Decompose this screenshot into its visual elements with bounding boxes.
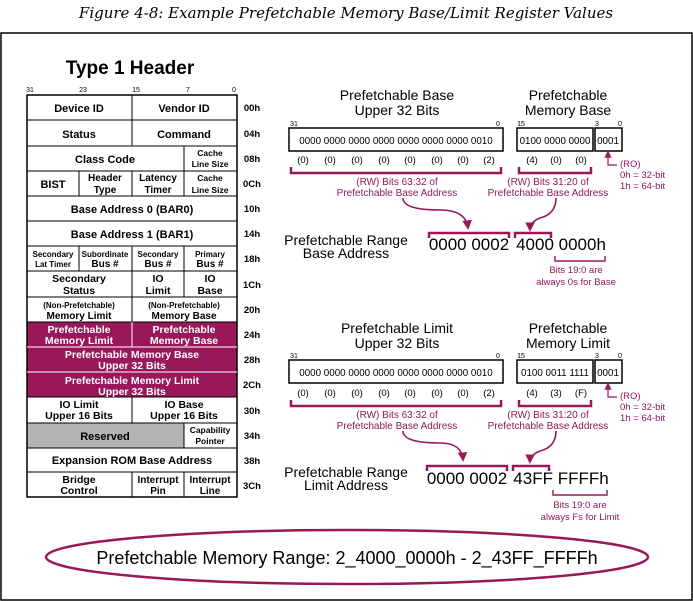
offset-label: 08h bbox=[243, 154, 261, 165]
cell-bar1: Base Address 1 (BAR1) bbox=[70, 229, 194, 241]
cell-secondary-status-a: Secondary bbox=[52, 273, 106, 285]
base-upper-bit-0: 0 bbox=[496, 121, 500, 128]
cell-np-memory-limit-a: (Non-Prefetchable) bbox=[43, 301, 115, 310]
cell-cache-line-size-a: Cache bbox=[197, 148, 223, 158]
cell-pf-memory-limit-a: Prefetchable bbox=[47, 324, 111, 336]
limit-lower-bracket bbox=[519, 400, 591, 406]
limit-type-value: 0001 bbox=[597, 368, 619, 379]
limit-upper-nibbles bbox=[297, 388, 495, 399]
base-lowbits-bracket bbox=[555, 256, 605, 261]
nibble-label: (0) bbox=[324, 388, 336, 399]
cell-command: Command bbox=[157, 129, 211, 141]
base-lowbits-note-b: always 0s for Base bbox=[536, 277, 616, 288]
nibble-label: (3) bbox=[550, 388, 562, 399]
base-upper-bit-31: 31 bbox=[290, 121, 298, 128]
limit-lower-value: 0100 0011 1111 bbox=[521, 368, 589, 379]
base-upper-value: 0000 0000 0000 0000 0000 0000 0000 0010 bbox=[299, 136, 493, 147]
cell-pf-memory-base-a: Prefetchable bbox=[152, 324, 216, 336]
limit-range-label-a: Prefetchable Range bbox=[284, 464, 408, 480]
limit-rw-lower-a: (RW) Bits 31:20 of bbox=[507, 410, 589, 421]
limit-lowbits-note-a: Bits 19:0 are bbox=[553, 500, 607, 511]
base-range-lo: 4000 0000h bbox=[516, 235, 606, 254]
type1-header-table bbox=[26, 58, 261, 497]
cell-pf-limit-upper-a: Prefetchable Memory Limit bbox=[64, 375, 200, 387]
nibble-label: (0) bbox=[297, 388, 309, 399]
limit-upper-arrow bbox=[403, 431, 463, 460]
cell-io-base-a: IO bbox=[204, 273, 216, 285]
base-lower-nibbles bbox=[526, 155, 587, 166]
nibble-label: (0) bbox=[378, 388, 390, 399]
cell-interrupt-line-a: Interrupt bbox=[189, 475, 231, 486]
base-ro-arrow bbox=[608, 152, 617, 165]
cell-secondary-bus-b: Bus # bbox=[144, 259, 172, 270]
bit-label-0: 0 bbox=[232, 87, 236, 94]
cell-pf-base-upper-b: Upper 32 Bits bbox=[98, 360, 166, 372]
offset-label: 28h bbox=[243, 355, 261, 366]
cell-bar0: Base Address 0 (BAR0) bbox=[70, 204, 194, 216]
base-upper-arrow bbox=[403, 198, 468, 228]
header-title: Type 1 Header bbox=[65, 58, 195, 79]
limit-ro-arrow bbox=[608, 384, 617, 397]
cell-np-memory-limit-b: Memory Limit bbox=[46, 311, 112, 322]
nibble-label: (4) bbox=[526, 155, 538, 166]
offset-label: 38h bbox=[243, 456, 261, 467]
base-rw-lower-a: (RW) Bits 31:20 of bbox=[507, 177, 589, 188]
cell-secondary-lat-timer-b: Lat Timer bbox=[35, 260, 71, 269]
cell-io-limit-a: IO bbox=[152, 273, 164, 285]
cell-pf-memory-base-b: Memory Base bbox=[149, 335, 219, 347]
cell-bridge-control-b: Control bbox=[60, 485, 98, 497]
limit-range-label-b: Limit Address bbox=[303, 477, 389, 493]
offset-label: 3Ch bbox=[243, 481, 261, 492]
cell-header-type-b: Type bbox=[93, 185, 117, 196]
base-lower-bit-0: 0 bbox=[618, 121, 622, 128]
cell-expansion-rom: Expansion ROM Base Address bbox=[51, 455, 213, 467]
offset-label: 0Ch bbox=[243, 179, 261, 190]
bit-label-15: 15 bbox=[132, 87, 140, 94]
cell-latency-timer-a: Latency bbox=[139, 173, 177, 184]
offset-column bbox=[243, 103, 261, 492]
nibble-label: (0) bbox=[431, 388, 443, 399]
base-rw-lower-b: Prefetchable Base Address bbox=[487, 188, 609, 199]
offset-label: 20h bbox=[243, 305, 261, 316]
limit-upper-bit-0: 0 bbox=[496, 353, 500, 360]
offset-label: 04h bbox=[243, 129, 261, 140]
nibble-label: (2) bbox=[483, 388, 495, 399]
limit-lower-title-a: Prefetchable bbox=[528, 320, 608, 336]
nibble-label: (0) bbox=[457, 155, 469, 166]
limit-section bbox=[284, 320, 665, 523]
limit-lower-bit-3: 3 bbox=[595, 353, 599, 360]
cell-vendor-id: Vendor ID bbox=[158, 103, 210, 115]
limit-lowbits-bracket bbox=[553, 490, 607, 495]
limit-lower-nibbles bbox=[526, 388, 587, 399]
cell-io-limit-upper-a: IO Limit bbox=[59, 399, 99, 411]
base-upper-title-b: Upper 32 Bits bbox=[354, 102, 440, 118]
offset-label: 24h bbox=[243, 330, 261, 341]
cell-subordinate-bus-b: Bus # bbox=[91, 259, 119, 270]
offset-label: 2Ch bbox=[243, 380, 261, 391]
base-section bbox=[284, 87, 665, 288]
limit-upper-title-b: Upper 32 Bits bbox=[354, 335, 440, 351]
base-ro-64bit: 1h = 64-bit bbox=[620, 181, 666, 192]
limit-lower-bit-0: 0 bbox=[618, 353, 622, 360]
cell-interrupt-pin-b: Pin bbox=[150, 486, 166, 497]
cell-bist: BIST bbox=[40, 179, 66, 191]
offset-label: 18h bbox=[243, 254, 261, 265]
offset-label: 34h bbox=[243, 431, 261, 442]
nibble-label: (0) bbox=[297, 155, 309, 166]
nibble-label: (4) bbox=[526, 388, 538, 399]
limit-upper-value: 0000 0000 0000 0000 0000 0000 0000 0010 bbox=[299, 368, 493, 379]
nibble-label: (0) bbox=[457, 388, 469, 399]
bit-label-23: 23 bbox=[79, 87, 87, 94]
base-upper-nibbles bbox=[297, 155, 495, 166]
limit-lower-bit-15: 15 bbox=[517, 353, 525, 360]
range-summary-text: Prefetchable Memory Range: 2_4000_0000h - 2_43FF_FFFFh bbox=[96, 548, 598, 568]
cell-cache-line-size-b: Line Size bbox=[191, 159, 229, 169]
offset-label: 30h bbox=[243, 406, 261, 417]
nibble-label: (0) bbox=[378, 155, 390, 166]
base-lower-bit-3: 3 bbox=[595, 121, 599, 128]
figure-title: Figure 4-8: Example Prefetchable Memory Base/Limit Register Values bbox=[78, 4, 614, 22]
base-lowbits-note-a: Bits 19:0 are bbox=[549, 265, 603, 276]
cell-io-limit-b: Limit bbox=[145, 285, 171, 297]
limit-lower-title-b: Memory Limit bbox=[525, 335, 611, 351]
cell-device-id: Device ID bbox=[54, 103, 104, 115]
cell-io-base-b: Base bbox=[197, 285, 223, 297]
nibble-label: (0) bbox=[351, 155, 363, 166]
offset-label: 14h bbox=[243, 229, 261, 240]
nibble-label: (2) bbox=[483, 155, 495, 166]
cell-io-base-upper-b: Upper 16 Bits bbox=[150, 410, 218, 422]
cell-pf-limit-upper-b: Upper 32 Bits bbox=[98, 386, 166, 398]
limit-rw-upper-b: Prefetchable Base Address bbox=[336, 421, 458, 432]
cell-secondary-bus-a: Secondary bbox=[137, 250, 179, 259]
cell-interrupt-pin-a: Interrupt bbox=[137, 475, 179, 486]
cell-header-type-a: Header bbox=[88, 173, 122, 184]
bit-label-31: 31 bbox=[26, 87, 34, 94]
bit-label-7: 7 bbox=[186, 87, 190, 94]
cell-np-memory-base-b: Memory Base bbox=[151, 311, 217, 322]
base-upper-title-a: Prefetchable Base bbox=[339, 87, 455, 103]
nibble-label: (F) bbox=[574, 388, 588, 399]
base-lower-title-a: Prefetchable bbox=[528, 87, 608, 103]
limit-lower-arrow bbox=[530, 431, 556, 462]
limit-upper-title-a: Prefetchable Limit bbox=[340, 320, 454, 336]
cell-reserved: Reserved bbox=[80, 431, 130, 443]
limit-ro-64bit: 1h = 64-bit bbox=[620, 413, 666, 424]
nibble-label: (0) bbox=[404, 155, 416, 166]
base-rw-upper-b: Prefetchable Base Address bbox=[336, 188, 458, 199]
base-lower-value: 0100 0000 0000 bbox=[519, 136, 591, 147]
base-range-hi: 0000 0002 bbox=[428, 235, 510, 254]
limit-upper-bracket bbox=[291, 400, 501, 406]
base-ro-32bit: 0h = 32-bit bbox=[620, 170, 666, 181]
cell-interrupt-line-b: Line bbox=[199, 486, 221, 497]
base-lower-bracket bbox=[519, 167, 591, 173]
cell-io-limit-upper-b: Upper 16 Bits bbox=[45, 410, 113, 422]
cell-latency-timer-b: Timer bbox=[144, 185, 172, 196]
cell-pf-base-upper-a: Prefetchable Memory Base bbox=[64, 349, 200, 361]
cell-cache-line-size2-a: Cache bbox=[197, 173, 223, 183]
cell-subordinate-bus-a: Subordinate bbox=[81, 250, 129, 259]
offset-label: 00h bbox=[243, 103, 261, 114]
cell-primary-bus-b: Bus # bbox=[196, 259, 224, 270]
base-range-label-a: Prefetchable Range bbox=[284, 232, 408, 248]
base-ro-label: (RO) bbox=[620, 159, 641, 170]
limit-ro-label: (RO) bbox=[620, 391, 641, 402]
cell-pf-memory-limit-b: Memory Limit bbox=[44, 335, 114, 347]
nibble-label: (0) bbox=[351, 388, 363, 399]
limit-lowbits-note-b: always Fs for Limit bbox=[540, 512, 620, 523]
offset-label: 1Ch bbox=[243, 280, 261, 291]
cell-np-memory-base-a: (Non-Prefetchable) bbox=[148, 301, 220, 310]
cell-status: Status bbox=[62, 129, 96, 141]
cell-class-code: Class Code bbox=[75, 154, 135, 166]
cell-bridge-control-a: Bridge bbox=[62, 474, 96, 486]
limit-range-hi: 0000 0002 bbox=[426, 469, 508, 488]
cell-cache-line-size2-b: Line Size bbox=[191, 185, 229, 195]
nibble-label: (0) bbox=[324, 155, 336, 166]
nibble-label: (0) bbox=[575, 155, 587, 166]
cell-secondary-lat-timer-a: Secondary bbox=[32, 250, 74, 259]
base-type-value: 0001 bbox=[597, 136, 619, 147]
base-lower-arrow bbox=[530, 198, 556, 230]
base-rw-upper-a: (RW) Bits 63:32 of bbox=[356, 177, 438, 188]
limit-ro-32bit: 0h = 32-bit bbox=[620, 402, 666, 413]
cell-capability-pointer-b: Pointer bbox=[195, 436, 225, 446]
base-range-label-b: Base Address bbox=[302, 245, 390, 261]
base-lower-title-b: Memory Base bbox=[524, 102, 612, 118]
nibble-label: (0) bbox=[431, 155, 443, 166]
cell-io-base-upper-a: IO Base bbox=[164, 399, 204, 411]
limit-rw-lower-b: Prefetchable Base Address bbox=[487, 421, 609, 432]
base-lower-bit-15: 15 bbox=[517, 121, 525, 128]
limit-rw-upper-a: (RW) Bits 63:32 of bbox=[356, 410, 438, 421]
offset-label: 10h bbox=[243, 204, 261, 215]
limit-range-lo: 43FF FFFFh bbox=[513, 469, 609, 488]
limit-upper-bit-31: 31 bbox=[290, 353, 298, 360]
nibble-label: (0) bbox=[550, 155, 562, 166]
cell-secondary-status-b: Status bbox=[62, 285, 96, 297]
cell-capability-pointer-a: Capability bbox=[189, 425, 231, 435]
cell-primary-bus-a: Primary bbox=[195, 250, 225, 259]
base-upper-bracket bbox=[291, 167, 501, 173]
nibble-label: (0) bbox=[404, 388, 416, 399]
